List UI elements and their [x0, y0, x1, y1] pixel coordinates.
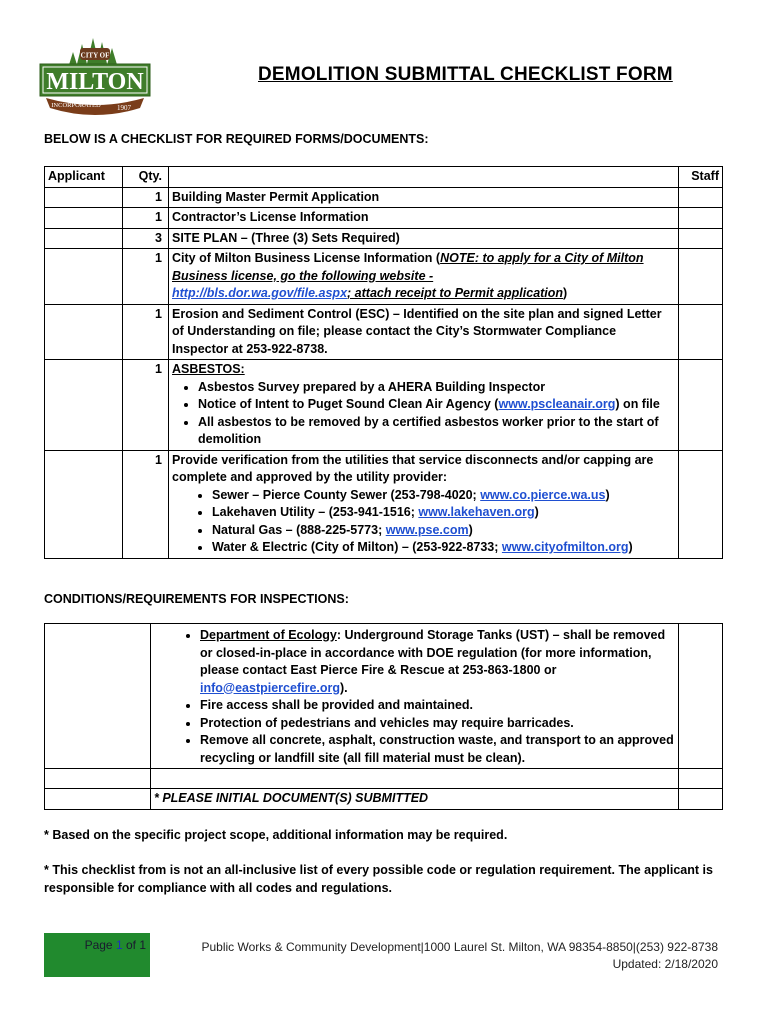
noi-text: Notice of Intent to Puget Sound Clean Air Agency ( — [198, 397, 499, 411]
water-end: ) — [628, 540, 633, 554]
list-item: • Asbestos Survey prepared by a AHERA Building Inspector — [198, 379, 675, 397]
item-text: Erosion and Sediment Control (ESC) – Identified on the site plan and signed Letter of Understanding on file; please contact the City’s Stormwater Compliance Inspector at 253-922-8738. — [169, 304, 679, 360]
staff-cell[interactable] — [679, 789, 723, 810]
applicant-cell[interactable] — [45, 624, 151, 769]
col-description — [169, 167, 679, 188]
city-of-milton-logo — [36, 34, 154, 120]
qty-cell: 1 — [123, 187, 169, 208]
applicant-cell[interactable] — [45, 304, 123, 360]
staff-cell[interactable] — [679, 208, 723, 229]
item-text — [169, 450, 679, 558]
page-total: 1 — [139, 938, 146, 952]
staff-cell[interactable] — [679, 228, 723, 249]
page-number: 1 — [115, 938, 123, 952]
noi-end: ) on file — [615, 397, 660, 411]
water-text: Water & Electric (City of Milton) – (253-922-8733; — [212, 540, 502, 554]
applicant-cell[interactable] — [45, 769, 151, 789]
staff-cell[interactable] — [679, 769, 723, 789]
conditions-text — [151, 624, 679, 769]
qty-cell: 1 — [123, 450, 169, 558]
applicant-cell[interactable] — [45, 187, 123, 208]
list-item — [212, 522, 675, 540]
applicant-cell[interactable] — [45, 249, 123, 305]
qty-cell: 1 — [123, 360, 169, 451]
doe-label: Department of Ecology — [200, 628, 337, 642]
list-item: • Remove all concrete, asphalt, construction waste, and transport to an approved recycling or landfill site (all fill material must be clean). — [200, 732, 675, 767]
table-row — [45, 450, 723, 558]
applicant-cell[interactable] — [45, 228, 123, 249]
qty-cell: 1 — [123, 304, 169, 360]
footer-address: Public Works & Community Development|1000 Laurel St. Milton, WA 98354-8850|(253) 922-8738 — [201, 940, 718, 954]
list-item — [198, 396, 675, 414]
eastpiercefire-link[interactable]: info@eastpiercefire.org — [200, 680, 341, 695]
page-label: Page — [84, 938, 116, 952]
sewer-end: ) — [605, 487, 610, 502]
scope-note: * Based on the specific project scope, additional information may be required. — [44, 828, 508, 842]
page-of: of — [122, 938, 140, 952]
list-item: • Protection of pedestrians and vehicles may require barricades. — [200, 715, 675, 733]
pierce-link[interactable]: www.co.pierce.wa.us — [480, 487, 606, 502]
attach-receipt-note: ; attach receipt to Permit application — [347, 286, 564, 300]
business-license-note: NOTE: to apply for a City of Milton Business license, go the following website - — [172, 251, 644, 283]
footer-updated: Updated: 2/18/2020 — [612, 957, 718, 971]
conditions-list — [154, 627, 675, 767]
list-item — [212, 504, 675, 522]
initial-note: * PLEASE INITIAL DOCUMENT(S) SUBMITTED — [151, 789, 679, 810]
checklist-table — [44, 166, 723, 559]
applicant-cell[interactable] — [45, 208, 123, 229]
list-item — [212, 539, 675, 557]
table-row — [45, 624, 723, 769]
checklist-heading: BELOW IS A CHECKLIST FOR REQUIRED FORMS/DOCUMENTS: — [44, 132, 429, 146]
footer — [163, 939, 718, 973]
table-row — [45, 304, 723, 360]
close-paren: ) — [563, 286, 568, 300]
page-indicator — [44, 933, 150, 977]
asbestos-heading: ASBESTOS: — [172, 362, 245, 376]
staff-cell[interactable] — [679, 450, 723, 558]
col-applicant: Applicant — [45, 167, 123, 188]
item-text — [169, 249, 679, 305]
logo-year: 1907 — [117, 104, 131, 112]
applicant-cell[interactable] — [45, 450, 123, 558]
list-item: • Fire access shall be provided and maintained. — [200, 697, 675, 715]
staff-cell[interactable] — [679, 624, 723, 769]
business-license-text: City of Milton Business License Information ( — [172, 251, 441, 265]
asbestos-list — [172, 379, 675, 449]
utilities-text: Provide verification from the utilities that service disconnects and/or capping are complete and approved by the utility provider: — [172, 452, 654, 484]
lakehaven-end: ) — [534, 505, 539, 519]
doe-end: ). — [340, 680, 348, 695]
table-row — [45, 360, 723, 451]
conditions-heading: CONDITIONS/REQUIREMENTS FOR INSPECTIONS: — [44, 592, 349, 606]
table-row — [45, 769, 723, 789]
applicant-cell[interactable] — [45, 789, 151, 810]
qty-cell: 3 — [123, 228, 169, 249]
item-text: Contractor’s License Information — [169, 208, 679, 229]
staff-cell[interactable] — [679, 360, 723, 451]
empty-cell — [151, 769, 679, 789]
item-text: Building Master Permit Application — [169, 187, 679, 208]
pse-link[interactable]: www.pse.com — [385, 522, 469, 537]
table-row — [45, 249, 723, 305]
staff-cell[interactable] — [679, 249, 723, 305]
table-header-row — [45, 167, 723, 188]
conditions-table — [44, 623, 723, 810]
bls-link[interactable]: http://bls.dor.wa.gov/file.aspx — [172, 286, 348, 300]
item-text — [169, 360, 679, 451]
lakehaven-link[interactable]: www.lakehaven.org — [418, 505, 535, 519]
qty-cell: 1 — [123, 208, 169, 229]
list-item — [212, 487, 675, 505]
table-row — [45, 789, 723, 810]
logo-incorporated: INCORPORATED — [51, 102, 101, 109]
table-row — [45, 187, 723, 208]
checklist-note: * This checklist from is not an all-inclusive list of every possible code or regulation requirement. The applicant is responsible for compliance with all codes and regulations. — [44, 863, 713, 895]
utilities-list — [172, 487, 675, 557]
col-qty: Qty. — [123, 167, 169, 188]
list-item — [200, 627, 675, 697]
lakehaven-text: Lakehaven Utility – (253-941-1516; — [212, 505, 419, 519]
staff-cell[interactable] — [679, 187, 723, 208]
gas-end: ) — [468, 522, 473, 537]
table-row — [45, 228, 723, 249]
table-row — [45, 208, 723, 229]
gas-text: Natural Gas – (888-225-5773; — [212, 522, 386, 537]
milton-link[interactable]: www.cityofmilton.org — [501, 540, 629, 554]
doe-text: : Underground Storage Tanks (UST) – shall be removed or closed-in-place in accordance with DOE regulation (for more information, please contact East Pierce Fire & Rescue at 253-863-1800 or — [200, 628, 666, 677]
list-item: • All asbestos to be removed by a certified asbestos worker prior to the start of demolition — [198, 414, 675, 449]
col-staff: Staff — [679, 167, 723, 188]
staff-cell[interactable] — [679, 304, 723, 360]
item-text: SITE PLAN – (Three (3) Sets Required) — [169, 228, 679, 249]
sewer-text: Sewer – Pierce County Sewer (253-798-4020; — [212, 487, 481, 502]
page-title: DEMOLITION SUBMITTAL CHECKLIST FORM — [258, 64, 673, 85]
logo-city-of: CITY OF — [80, 51, 110, 60]
qty-cell: 1 — [123, 249, 169, 305]
logo-name: MILTON — [46, 69, 144, 95]
applicant-cell[interactable] — [45, 360, 123, 451]
pscleanair-link[interactable]: www.pscleanair.org — [498, 397, 616, 411]
